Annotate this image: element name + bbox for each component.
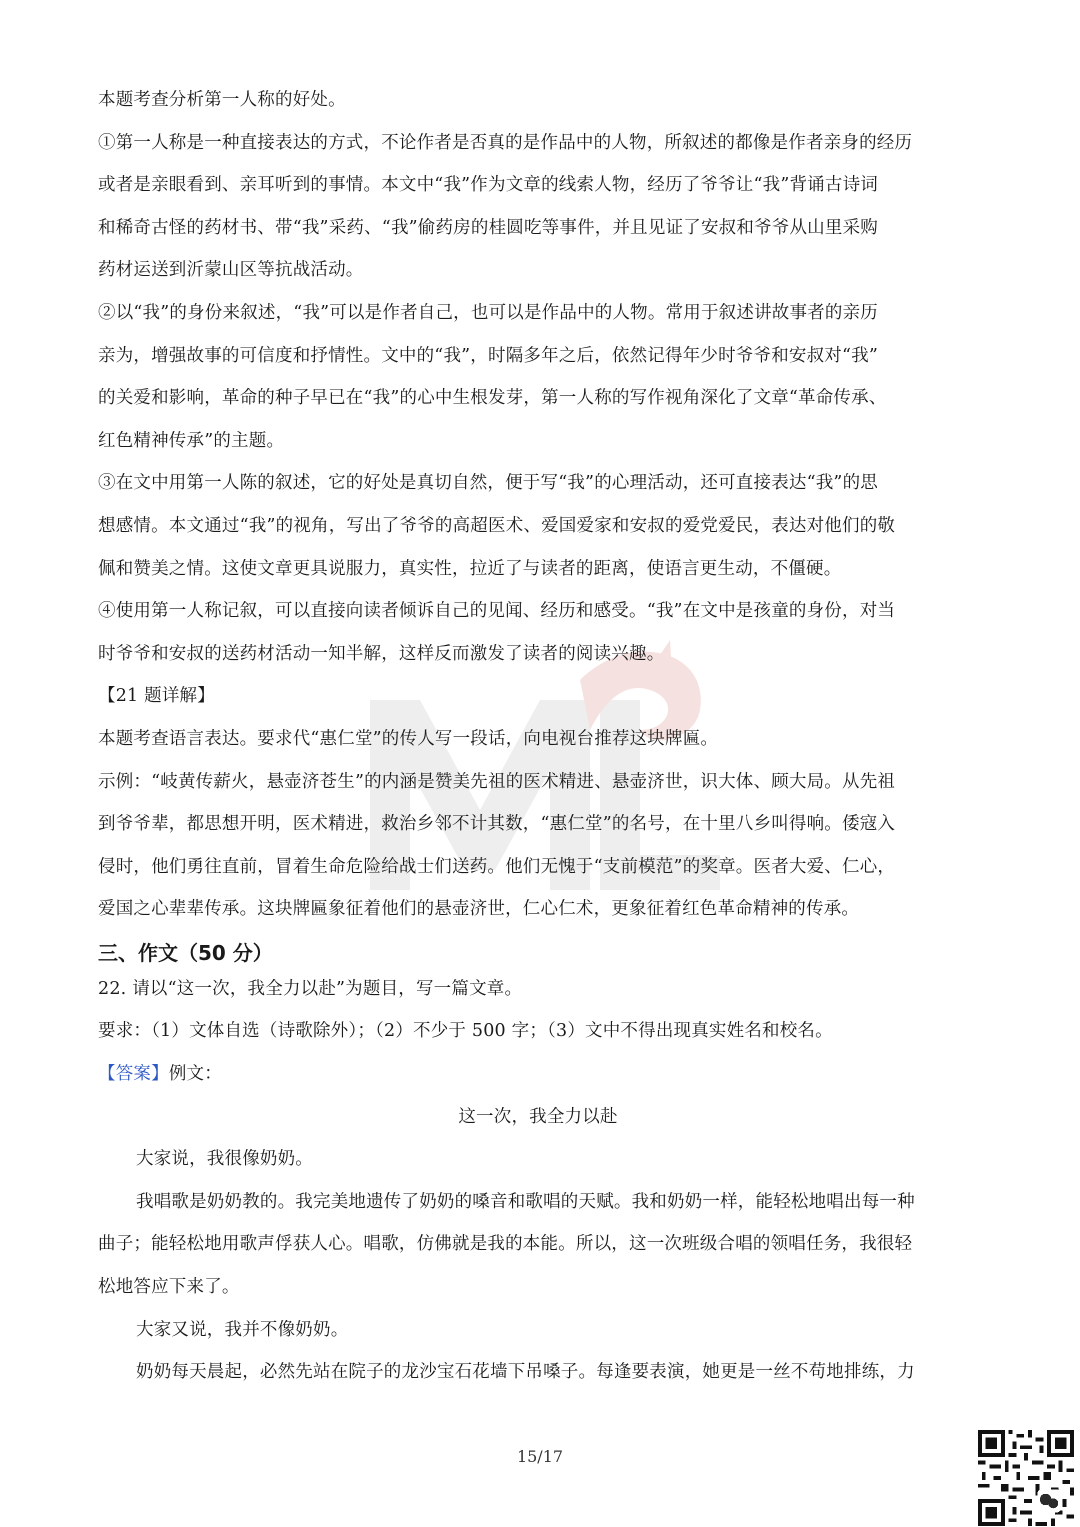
- essay-line: 松地答应下来了。: [98, 1277, 240, 1298]
- text-line: 爱国之心辈辈传承。这块牌匾象征着他们的悬壶济世，仁心仁术，更象征着红色革命精神的传承。: [98, 899, 860, 920]
- section-heading: 三、作文（50 分）: [98, 940, 273, 965]
- question-21-heading: 【21 题详解】: [98, 686, 215, 707]
- essay-line: 奶奶每天晨起，必然先站在院子的龙沙宝石花墙下吊嗓子。每逢要表演，她更是一丝不苟地排练，力: [136, 1362, 915, 1383]
- document-content: [98, 88, 978, 1403]
- text-line: 佩和赞美之情。这使文章更具说服力，真实性，拉近了与读者的距离，使语言更生动，不僵硬。: [98, 558, 842, 579]
- text-line: 和稀奇古怪的药材书、带“我”采药、“我”偷药房的桂圆吃等事件，并且见证了安叔和爷爷从山里采购: [98, 217, 878, 238]
- essay-prompt: 22. 请以“这一次，我全力以赴”为题目，写一篇文章。: [98, 978, 523, 999]
- text-line: 示例：“岐黄传薪火，悬壶济苍生”的内涵是赞美先祖的医术精进、悬壶济世，识大体、顾大局。从先祖: [98, 771, 896, 792]
- text-line: 到爷爷辈，都思想开明，医术精进，救治乡邻不计其数，“惠仁堂”的名号，在十里八乡叫得响。倭寇入: [98, 814, 896, 835]
- text-line: ④使用第一人称记叙，可以直接向读者倾诉自己的见闻、经历和感受。“我”在文中是孩童的身份，对当: [98, 601, 896, 622]
- text-line: 想感情。本文通过“我”的视角，写出了爷爷的高超医术、爱国爱家和安叔的爱党爱民，表达对他们的敬: [98, 515, 896, 536]
- text-line: 或者是亲眼看到、亲耳听到的事情。本文中“我”作为文章的线索人物，经历了爷爷让“我”背诵古诗词: [98, 175, 878, 196]
- text-line: ②以“我”的身份来叙述，“我”可以是作者自己，也可以是作品中的人物。常用于叙述讲故事者的亲历: [98, 302, 878, 323]
- text-line: 亲为，增强故事的可信度和抒情性。文中的“我”，时隔多年之后，依然记得年少时爷爷和安叔对“我”: [98, 345, 878, 366]
- qr-code-icon: [978, 1430, 1074, 1526]
- answer-tag: 【答案】: [98, 1064, 169, 1085]
- text-line: 红色精神传承”的主题。: [98, 430, 285, 451]
- text-line: ①第一人称是一种直接表达的方式，不论作者是否真的是作品中的人物，所叙述的都像是作者亲身的经历: [98, 132, 913, 153]
- text-line: 侵时，他们勇往直前，冒着生命危险给战士们送药。他们无愧于“支前模范”的奖章。医者大爱、仁心，: [98, 856, 896, 877]
- essay-title: 这一次，我全力以赴: [458, 1106, 618, 1127]
- text-line: ③在文中用第一人陈的叙述，它的好处是真切自然，便于写“我”的心理活动，还可直接表达“我”的思: [98, 473, 878, 494]
- text-line: 药材运送到沂蒙山区等抗战活动。: [98, 260, 364, 281]
- answer-label: 例文：: [168, 1064, 222, 1085]
- page-number: 15/17: [516, 1447, 564, 1466]
- essay-requirements: 要求：（1）文体自选（诗歌除外）；（2）不少于 500 字；（3）文中不得出现真实姓名和校名。: [98, 1021, 833, 1042]
- essay-line: 大家说，我很像奶奶。: [136, 1149, 313, 1170]
- answer-line: [98, 1062, 978, 1105]
- essay-line: 我唱歌是奶奶教的。我完美地遗传了奶奶的嗓音和歌唱的天赋。我和奶奶一样，能轻松地唱出每一种: [136, 1191, 915, 1212]
- text-line: 的关爱和影响，革命的种子早已在“我”的心中生根发芽，第一人称的写作视角深化了文章“革命传承、: [98, 388, 887, 409]
- essay-line: 曲子；能轻松地用歌声俘获人心。唱歌，仿佛就是我的本能。所以，这一次班级合唱的领唱任务，我很轻: [98, 1234, 913, 1255]
- text-line: 本题考查分析第一人称的好处。: [98, 90, 346, 110]
- text-line: 时爷爷和安叔的送药材活动一知半解，这样反而激发了读者的阅读兴趣。: [98, 643, 665, 664]
- essay-line: 大家又说，我并不像奶奶。: [136, 1319, 349, 1340]
- text-line: 本题考查语言表达。要求代“惠仁堂”的传人写一段话，向电视台推荐这块牌匾。: [98, 728, 719, 749]
